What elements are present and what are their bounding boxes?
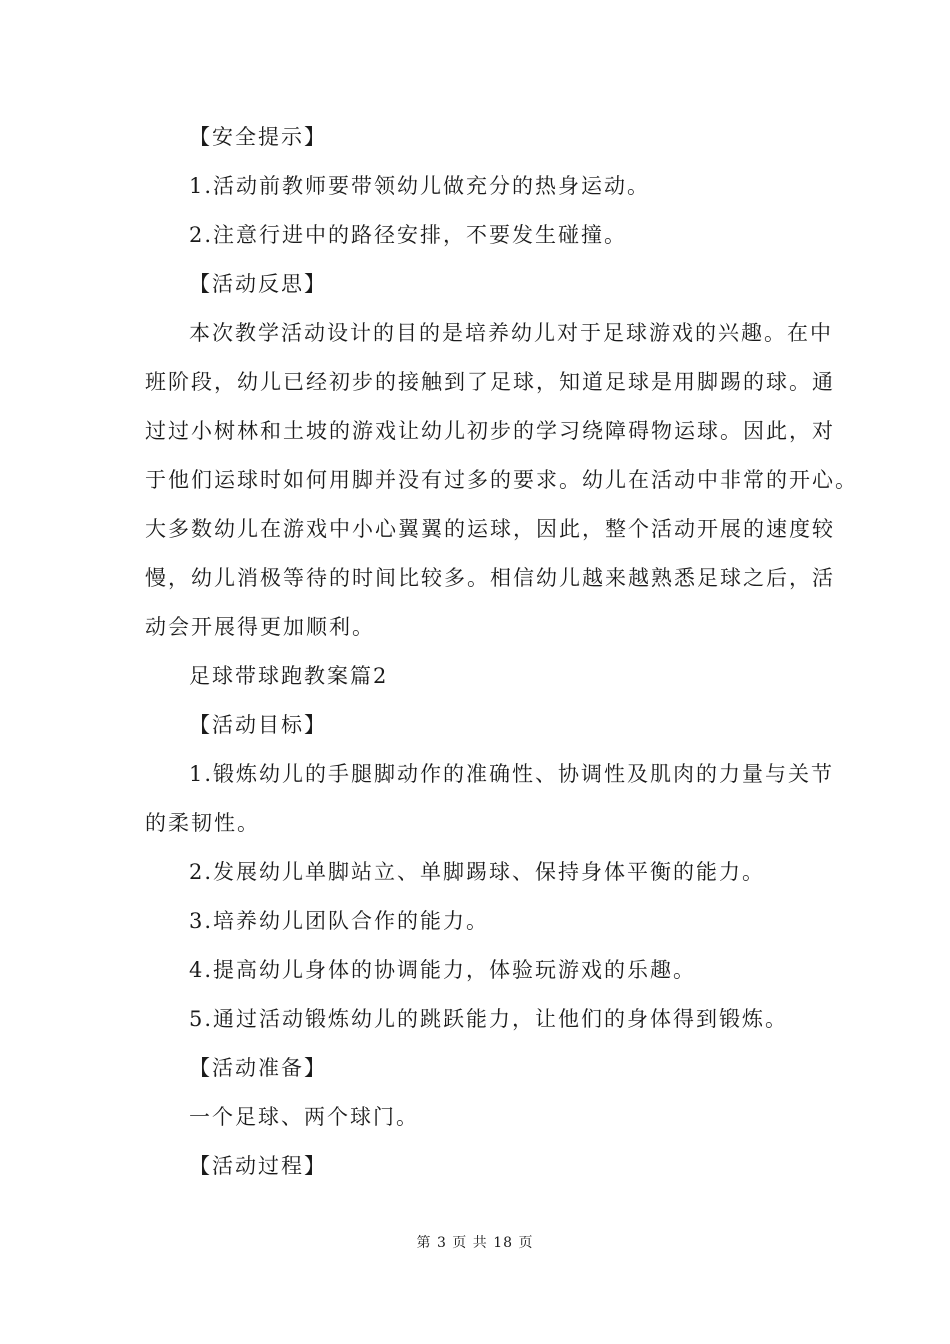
list-item: 4.提高幼儿身体的协调能力，体验玩游戏的乐趣。	[189, 958, 697, 982]
heading-safety-tips: 【安全提示】	[189, 125, 327, 149]
heading-activity-goals: 【活动目标】	[189, 713, 327, 737]
paragraph-line: 大多数幼儿在游戏中小心翼翼的运球，因此，整个活动开展的速度较	[145, 517, 835, 541]
paragraph-line: 过过小树林和土坡的游戏让幼儿初步的学习绕障碍物运球。因此，对	[145, 419, 835, 443]
heading-activity-process: 【活动过程】	[189, 1154, 327, 1178]
heading-activity-reflection: 【活动反思】	[189, 272, 327, 296]
document-body	[145, 113, 858, 1191]
list-item: 1.活动前教师要带领幼儿做充分的热身运动。	[189, 174, 651, 198]
paragraph-line: 本次教学活动设计的目的是培养幼儿对于足球游戏的兴趣。在中	[189, 321, 833, 345]
list-item-continuation: 的柔韧性。	[145, 811, 260, 835]
page-number-footer: 第 3 页 共 18 页	[416, 1235, 534, 1251]
list-item: 5.通过活动锻炼幼儿的跳跃能力，让他们的身体得到锻炼。	[189, 1007, 789, 1031]
list-item: 1.锻炼幼儿的手腿脚动作的准确性、协调性及肌肉的力量与关节	[189, 762, 835, 786]
paragraph-line: 慢，幼儿消极等待的时间比较多。相信幼儿越来越熟悉足球之后，活	[145, 566, 835, 590]
list-item: 2.发展幼儿单脚站立、单脚踢球、保持身体平衡的能力。	[189, 860, 766, 884]
paragraph-line: 班阶段，幼儿已经初步的接触到了足球，知道足球是用脚踢的球。通	[145, 370, 835, 394]
heading-activity-preparation: 【活动准备】	[189, 1056, 327, 1080]
paragraph-line: 一个足球、两个球门。	[189, 1105, 419, 1129]
list-item: 3.培养幼儿团队合作的能力。	[189, 909, 490, 933]
list-item: 2.注意行进中的路径安排，不要发生碰撞。	[189, 223, 628, 247]
section-title: 足球带球跑教案篇2	[189, 664, 389, 688]
paragraph-line: 动会开展得更加顺利。	[145, 615, 375, 639]
paragraph-line: 于他们运球时如何用脚并没有过多的要求。幼儿在活动中非常的开心。	[145, 468, 858, 492]
